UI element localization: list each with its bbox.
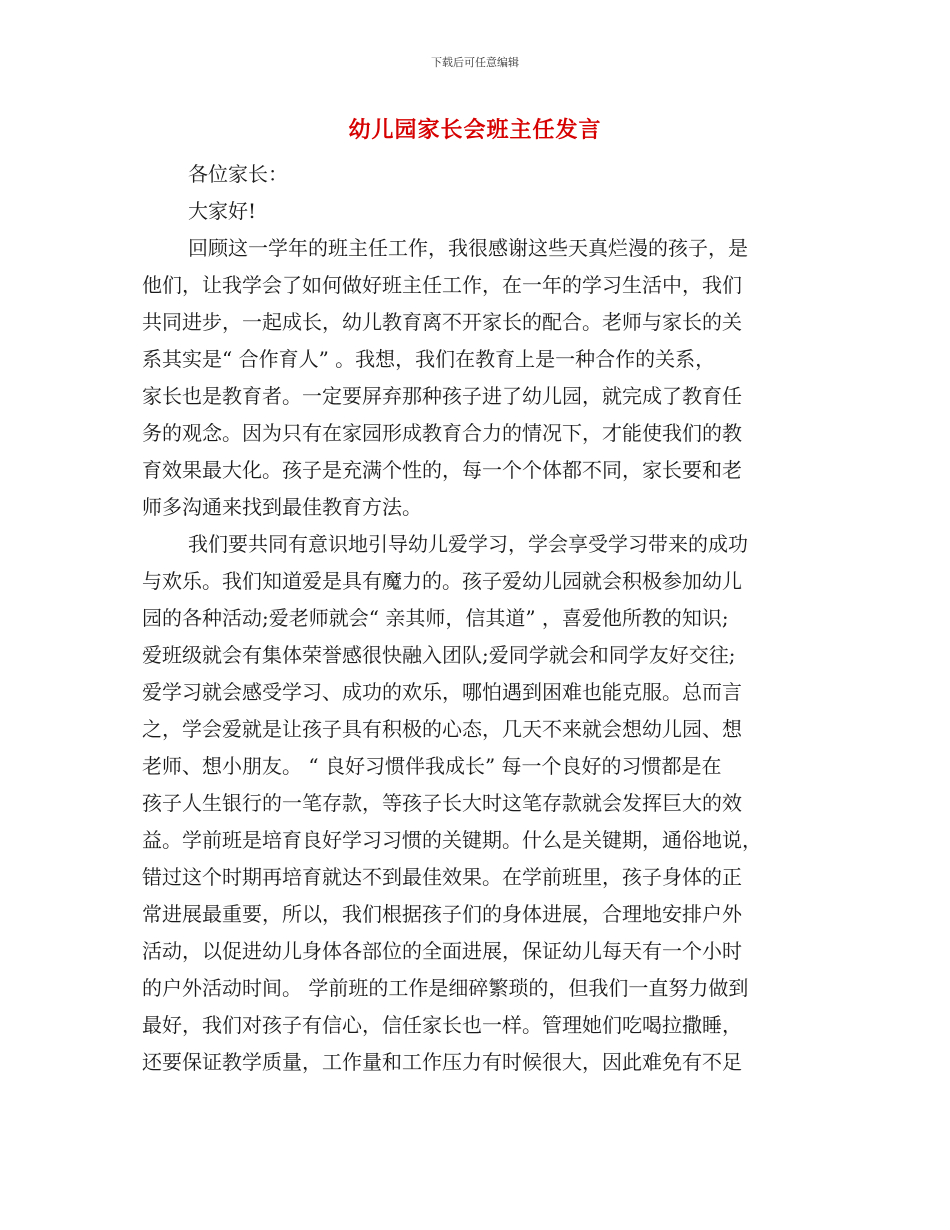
paragraph-line: 回顾这一学年的班主任工作，我很感谢这些天真烂漫的孩子，是 (188, 236, 748, 260)
paragraph-line: 家长也是教育者。一定要屏弃那种孩子进了幼儿园，就完成了教育任 (142, 384, 742, 408)
paragraph-line: 孩子人生银行的一笔存款，等孩子长大时这笔存款就会发挥巨大的效 (142, 791, 742, 815)
paragraph-line: 最好，我们对孩子有信心，信任家长也一样。管理她们吃喝拉撒睡， (142, 1013, 742, 1037)
paragraph-line: 我们要共同有意识地引导幼儿爱学习，学会享受学习带来的成功 (188, 532, 748, 556)
salutation: 各位家长： (188, 162, 288, 186)
document-body (142, 156, 814, 1081)
paragraph-line: 系其实是“ 合作育人” 。我想，我们在教育上是一种合作的关系， (142, 347, 716, 371)
paragraph-line: 错过这个时期再培育就达不到最佳效果。在学前班里，孩子身体的正 (142, 865, 742, 889)
paragraph-line: 常进展最重要，所以，我们根据孩子们的身体进展，合理地安排户外 (142, 902, 742, 926)
paragraph-line: 他们，让我学会了如何做好班主任工作，在一年的学习生活中，我们 (142, 273, 742, 297)
paragraph-line: 园的各种活动;爱老师就会“ 亲其师，信其道” ，喜爱他所教的知识; (142, 606, 729, 630)
paragraph-line: 共同进步，一起成长，幼儿教育离不开家长的配合。老师与家长的关 (142, 310, 742, 334)
paragraph-line: 益。学前班是培育良好学习习惯的关键期。什么是关键期，通俗地说， (142, 828, 762, 852)
header-note: 下载后可任意编辑 (431, 56, 519, 69)
paragraph-line: 爱学习就会感受学习、成功的欢乐，哪怕遇到困难也能克服。总而言 (142, 680, 742, 704)
paragraph-line: 与欢乐。我们知道爱是具有魔力的。孩子爱幼儿园就会积极参加幼儿 (142, 569, 742, 593)
paragraph-line: 活动，以促进幼儿身体各部位的全面进展，保证幼儿每天有一个小时 (142, 939, 742, 963)
paragraph-line: 之，学会爱就是让孩子具有积极的心态，几天不来就会想幼儿园、想 (142, 717, 742, 741)
paragraph-line: 育效果最大化。孩子是充满个性的，每一个个体都不同，家长要和老 (142, 458, 742, 482)
greeting: 大家好! (188, 199, 257, 223)
paragraph-line: 师多沟通来找到最佳教育方法。 (142, 495, 422, 519)
paragraph-line: 还要保证教学质量，工作量和工作压力有时候很大，因此难免有不足 (142, 1050, 742, 1074)
paragraph-line: 务的观念。因为只有在家园形成教育合力的情况下，才能使我们的教 (142, 421, 742, 445)
paragraph-line: 爱班级就会有集体荣誉感很快融入团队;爱同学就会和同学友好交往; (142, 643, 736, 667)
paragraph-line: 老师、想小朋友。 “ 良好习惯伴我成长” 每一个良好的习惯都是在 (142, 754, 722, 778)
paragraph-line: 的户外活动时间。 学前班的工作是细碎繁琐的，但我们一直努力做到 (142, 976, 749, 1000)
document-title: 幼儿园家长会班主任发言 (348, 118, 602, 143)
